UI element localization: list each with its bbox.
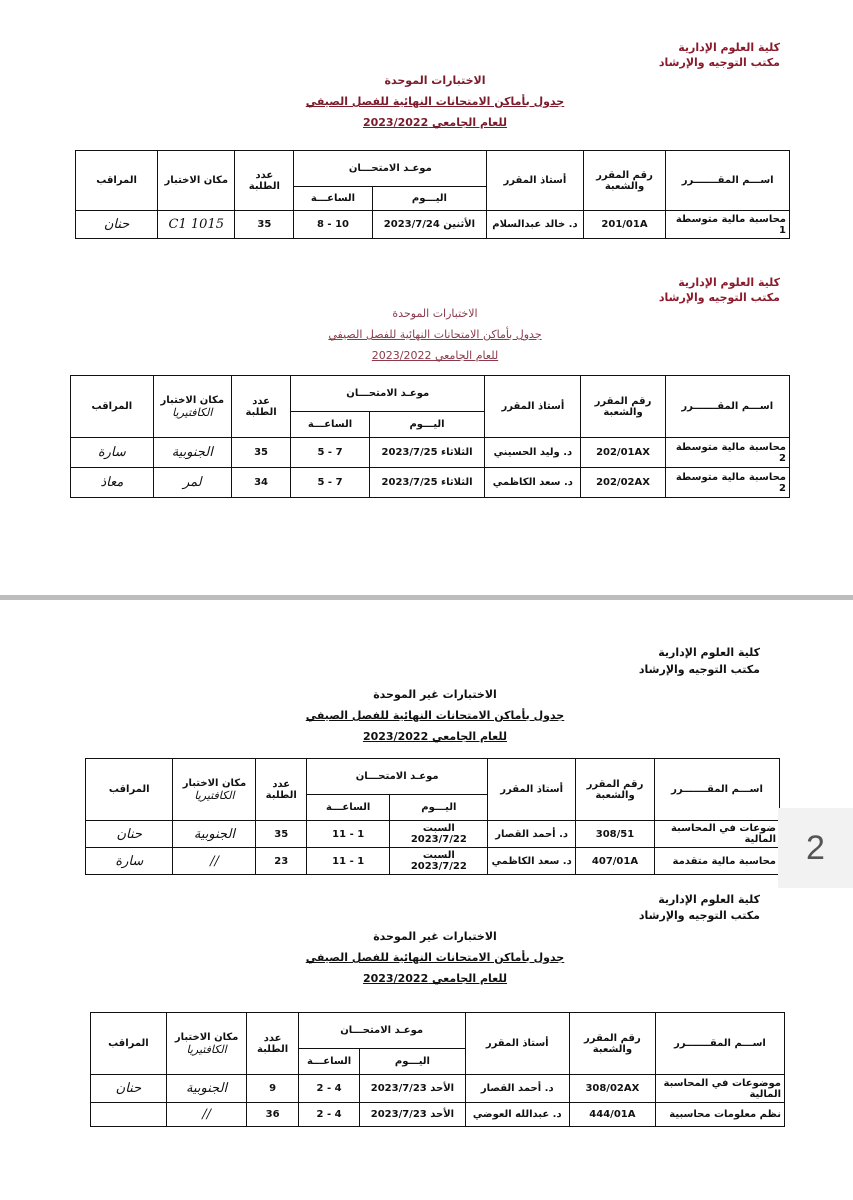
- cell-proctor: معاذ: [71, 468, 154, 498]
- titles-block: [285, 684, 585, 747]
- cell-proctor: سارة: [86, 848, 173, 875]
- header-location: [173, 759, 256, 821]
- schedule-title: جدول بأماكن الامتحانات النهائية للفصل الصيفي: [305, 95, 565, 108]
- header-location: [166, 1013, 247, 1075]
- header-proctor: المراقب: [76, 151, 158, 211]
- cell-hour: 7 - 5: [291, 438, 370, 468]
- header-location-label: مكان الاختبار: [160, 394, 225, 406]
- college-name: كلية العلوم الإدارية: [678, 41, 780, 54]
- cell-day: الثلاثاء 2023/7/25: [369, 468, 484, 498]
- cell-hour: 4 - 2: [298, 1103, 360, 1127]
- cell-students: 23: [256, 848, 307, 875]
- cell-hour: 4 - 2: [298, 1075, 360, 1103]
- header-location: [153, 376, 231, 438]
- exam-table: [75, 150, 790, 239]
- table-row: [71, 468, 790, 498]
- header-instructor: أستاذ المقرر: [488, 759, 576, 821]
- cell-proctor: حنان: [76, 211, 158, 239]
- header-course-code: رقم المقرر والشعبة: [569, 1013, 655, 1075]
- cell-proctor: سارة: [71, 438, 154, 468]
- cell-course-name: ضوعات في المحاسبة المالية: [655, 821, 780, 848]
- cell-day: السبت 2023/7/22: [390, 848, 488, 875]
- schedule-title: جدول بأماكن الامتحانات النهائية للفصل الصيفي: [305, 709, 565, 722]
- cell-proctor: حنان: [86, 821, 173, 848]
- cell-day: الثلاثاء 2023/7/25: [369, 438, 484, 468]
- cell-instructor: د. سعد الكاظمي: [485, 468, 581, 498]
- table-row: [91, 1103, 785, 1127]
- cell-day: الأثنين 2023/7/24: [372, 211, 487, 239]
- cell-course-name: نظم معلومات محاسبية: [655, 1103, 784, 1127]
- cell-hour: 1 - 11: [307, 821, 390, 848]
- header-course-name: اســـم المقـــــــرر: [666, 151, 790, 211]
- cell-proctor: [91, 1103, 167, 1127]
- cell-course-name: محاسبة مالية متوسطة 1: [666, 211, 790, 239]
- cell-location: //: [166, 1103, 247, 1127]
- cell-day: الأحد 2023/7/23: [360, 1075, 465, 1103]
- header-course-name: اســـم المقـــــــرر: [665, 376, 789, 438]
- header-day: اليـــوم: [369, 412, 484, 438]
- cell-hour: 7 - 5: [291, 468, 370, 498]
- cell-proctor: حنان: [91, 1075, 167, 1103]
- cell-location: لمر: [153, 468, 231, 498]
- table-row: [71, 438, 790, 468]
- header-location: مكان الاختبار: [158, 151, 235, 211]
- cell-students: 35: [256, 821, 307, 848]
- header-exam-time: موعـد الامتحـــان: [291, 376, 485, 412]
- header-students: عدد الطلبة: [247, 1013, 298, 1075]
- header-exam-time: موعـد الامتحـــان: [307, 759, 488, 795]
- cell-location: //: [173, 848, 256, 875]
- header-course-code: رقم المقرر والشعبة: [583, 151, 666, 211]
- header-proctor: المراقب: [91, 1013, 167, 1075]
- cell-instructor: د. وليد الحسيني: [485, 438, 581, 468]
- academic-year: للعام الجامعي 2023/2022: [362, 730, 508, 743]
- titles-block: [285, 926, 585, 989]
- college-name: كلية العلوم الإدارية: [658, 893, 760, 906]
- cell-instructor: د. أحمد القصار: [465, 1075, 569, 1103]
- cell-day: السبت 2023/7/22: [390, 821, 488, 848]
- header-day: اليـــوم: [390, 795, 488, 821]
- academic-year: للعام الجامعي 2023/2022: [362, 116, 508, 129]
- header-course-code: رقم المقرر والشعبة: [581, 376, 665, 438]
- office-name: مكتب التوجيه والإرشاد: [638, 663, 760, 676]
- header-instructor: أستاذ المقرر: [487, 151, 583, 211]
- cell-course-code: 202/02AX: [581, 468, 665, 498]
- header-hour: الساعـــة: [307, 795, 390, 821]
- header-students: عدد الطلبة: [256, 759, 307, 821]
- cell-course-code: 201/01A: [583, 211, 666, 239]
- header-instructor: أستاذ المقرر: [485, 376, 581, 438]
- cell-course-code: 444/01A: [569, 1103, 655, 1127]
- header-students: عدد الطلبة: [235, 151, 294, 211]
- exam-type: الاختبارات الموحدة: [384, 74, 486, 87]
- cell-day: الأحد 2023/7/23: [360, 1103, 465, 1127]
- header-location-note: الكافتيريا: [186, 1042, 227, 1056]
- header-location-label: مكان الاختبار: [182, 777, 247, 789]
- cell-hour: 1 - 11: [307, 848, 390, 875]
- header-students: عدد الطلبة: [231, 376, 290, 438]
- header-location-note: الكافتيريا: [194, 788, 235, 802]
- exam-type: الاختبارات غير الموحدة: [373, 688, 497, 701]
- cell-location: الجنوبية: [173, 821, 256, 848]
- cell-students: 35: [235, 211, 294, 239]
- table-row: [91, 1075, 785, 1103]
- cell-course-name: محاسبة مالية متوسطة 2: [665, 438, 789, 468]
- cell-students: 36: [247, 1103, 298, 1127]
- college-name: كلية العلوم الإدارية: [678, 276, 780, 289]
- header-proctor: المراقب: [86, 759, 173, 821]
- header-day: اليـــوم: [360, 1049, 465, 1075]
- header-course-code: رقم المقرر والشعبة: [575, 759, 654, 821]
- header-location-label: مكان الاختبار: [174, 1031, 239, 1043]
- college-name: كلية العلوم الإدارية: [658, 646, 760, 659]
- academic-year: للعام الجامعي 2023/2022: [362, 972, 508, 985]
- office-name: مكتب التوجيه والإرشاد: [638, 909, 760, 922]
- cell-location: 1015 C1: [158, 211, 235, 239]
- header-exam-time: موعـد الامتحـــان: [294, 151, 487, 187]
- cell-hour: 10 - 8: [294, 211, 372, 239]
- exam-type: الاختبارات غير الموحدة: [373, 930, 497, 943]
- exam-table: [70, 375, 790, 498]
- header-hour: الساعـــة: [298, 1049, 360, 1075]
- schedule-title: جدول بأماكن الامتحانات النهائية للفصل الصيفي: [305, 951, 565, 964]
- cell-location: الجنوبية: [166, 1075, 247, 1103]
- cell-students: 35: [231, 438, 290, 468]
- header-instructor: أستاذ المقرر: [465, 1013, 569, 1075]
- titles-block: [285, 303, 585, 366]
- header-proctor: المراقب: [71, 376, 154, 438]
- table-row: [76, 211, 790, 239]
- header-hour: الساعـــة: [294, 187, 372, 211]
- cell-course-name: محاسبة مالية متقدمة: [655, 848, 780, 875]
- cell-course-code: 308/02AX: [569, 1075, 655, 1103]
- office-name: مكتب التوجيه والإرشاد: [658, 56, 780, 69]
- cell-course-code: 202/01AX: [581, 438, 665, 468]
- cell-students: 34: [231, 468, 290, 498]
- schedule-title: جدول بأماكن الامتحانات النهائية للفصل الصيفي: [328, 328, 542, 341]
- cell-instructor: د. سعد الكاظمي: [488, 848, 576, 875]
- header-location-note: الكافتيريا: [172, 405, 213, 419]
- header-exam-time: موعـد الامتحـــان: [298, 1013, 465, 1049]
- table-row: [86, 848, 780, 875]
- page-number-badge: 2: [778, 808, 853, 888]
- cell-course-name: موضوعات في المحاسبة المالية: [655, 1075, 784, 1103]
- header-course-name: اســـم المقـــــــرر: [655, 759, 780, 821]
- cell-instructor: د. خالد عبدالسلام: [487, 211, 583, 239]
- exam-type: الاختبارات الموحدة: [392, 307, 478, 320]
- cell-instructor: د. أحمد القصار: [488, 821, 576, 848]
- cell-course-code: 308/51: [575, 821, 654, 848]
- titles-block: [285, 70, 585, 133]
- cell-course-name: محاسبة مالية متوسطة 2: [665, 468, 789, 498]
- exam-table: [90, 1012, 785, 1127]
- cell-course-code: 407/01A: [575, 848, 654, 875]
- header-day: اليـــوم: [372, 187, 487, 211]
- header-course-name: اســـم المقـــــــرر: [655, 1013, 784, 1075]
- cell-location: الجنوبية: [153, 438, 231, 468]
- header-hour: الساعـــة: [291, 412, 370, 438]
- academic-year: للعام الجامعي 2023/2022: [371, 349, 499, 362]
- exam-table: [85, 758, 780, 875]
- table-row: [86, 821, 780, 848]
- cell-instructor: د. عبدالله العوضي: [465, 1103, 569, 1127]
- cell-students: 9: [247, 1075, 298, 1103]
- office-name: مكتب التوجيه والإرشاد: [658, 291, 780, 304]
